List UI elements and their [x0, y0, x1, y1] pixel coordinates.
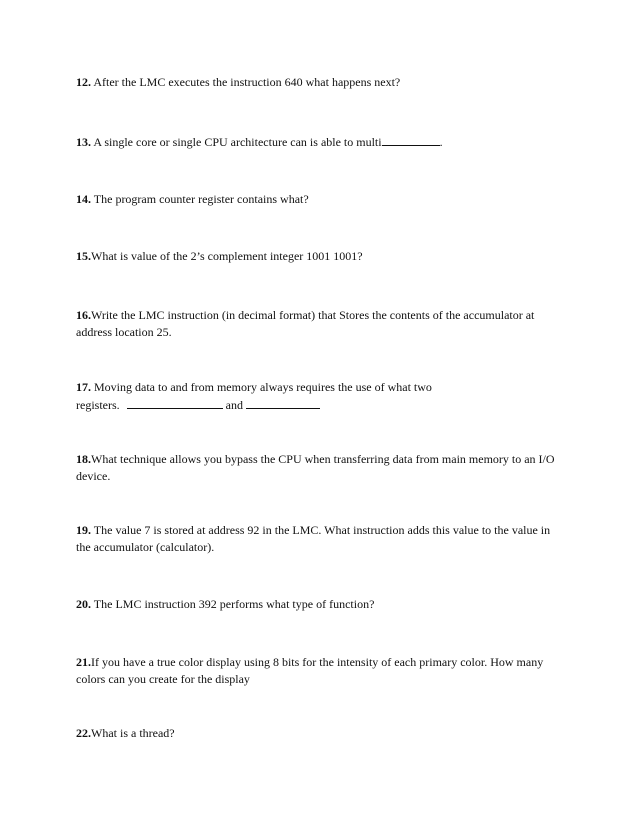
- question-number: 15.: [76, 249, 91, 263]
- question-number: 14.: [76, 192, 91, 206]
- question-18: [76, 451, 562, 485]
- question-21: [76, 654, 562, 688]
- question-text-and: and: [225, 398, 243, 412]
- question-text: Moving data to and from memory always requires the use of what two: [91, 380, 432, 394]
- question-text: The value 7 is stored at address 92 in the LMC. What instruction adds this value to the value in the accumulator (calculator).: [76, 523, 551, 554]
- question-text: What is a thread?: [91, 726, 175, 740]
- question-text-end: .: [439, 135, 443, 149]
- answer-blank-2[interactable]: [246, 396, 320, 409]
- question-number: 21.: [76, 655, 91, 669]
- question-number: 12.: [76, 75, 91, 89]
- question-number: 13.: [76, 135, 91, 149]
- question-17: [76, 379, 562, 414]
- question-16: [76, 307, 562, 341]
- question-text: The LMC instruction 392 performs what type of function?: [91, 597, 375, 611]
- question-number: 16.: [76, 308, 91, 322]
- question-15: [76, 248, 562, 265]
- question-text: A single core or single CPU architecture can is able to multi: [91, 135, 382, 149]
- question-number: 20.: [76, 597, 91, 611]
- question-text: After the LMC executes the instruction 640 what happens next?: [91, 75, 401, 89]
- question-text: Write the LMC instruction (in decimal format) that Stores the contents of the accumulator at address location 25.: [76, 308, 535, 339]
- question-number: 17.: [76, 380, 91, 394]
- question-13: [76, 134, 562, 151]
- question-text: If you have a true color display using 8 bits for the intensity of each primary color. How many colors can you create for the display: [76, 655, 544, 686]
- answer-blank[interactable]: [382, 134, 440, 146]
- question-19: [76, 522, 562, 556]
- question-20: [76, 596, 562, 613]
- question-text-line2: registers.: [76, 398, 120, 412]
- question-text: The program counter register contains what?: [91, 192, 309, 206]
- question-14: [76, 191, 562, 208]
- question-22: [76, 725, 562, 742]
- question-number: 18.: [76, 452, 91, 466]
- question-12: [76, 74, 562, 91]
- question-number: 19.: [76, 523, 91, 537]
- answer-blank-1[interactable]: [127, 396, 223, 409]
- question-text: What technique allows you bypass the CPU when transferring data from main memory to an I/O device.: [76, 452, 555, 483]
- question-number: 22.: [76, 726, 91, 740]
- question-text: What is value of the 2’s complement integer 1001 1001?: [91, 249, 363, 263]
